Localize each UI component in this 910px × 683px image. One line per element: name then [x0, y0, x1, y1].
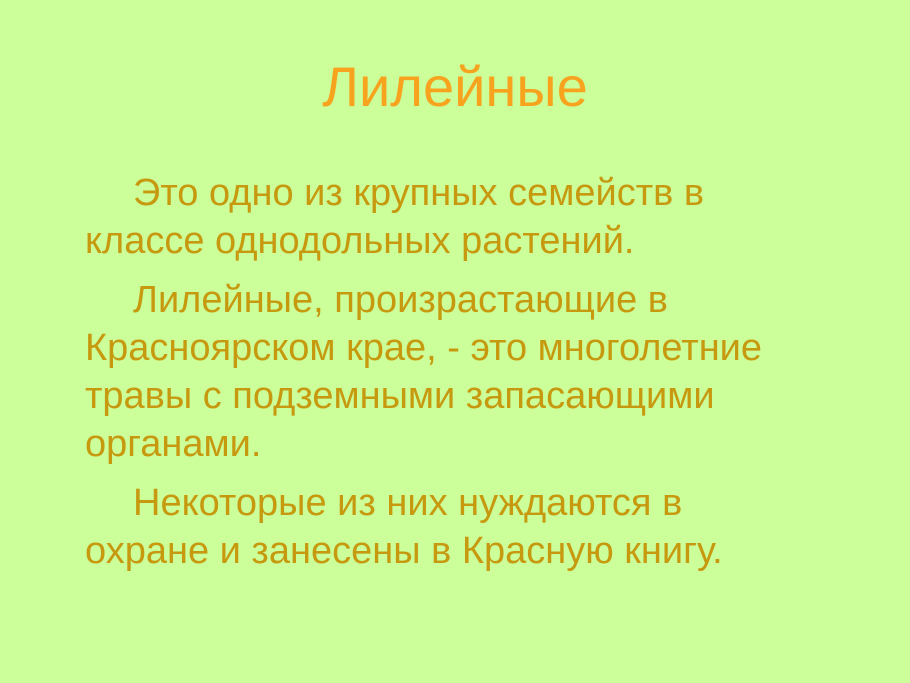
text-line: органами.: [85, 423, 262, 465]
text-line: классе однодольных растений.: [85, 220, 635, 262]
text-line: охране и занесены в Красную книгу.: [85, 530, 723, 572]
slide-body: [85, 169, 880, 575]
text-line: Красноярском крае, - это многолетние: [85, 327, 763, 369]
paragraph: [85, 169, 880, 265]
text-line: Лилейные, произрастающие в: [133, 279, 668, 321]
text-line: Это одно из крупных семейств в: [133, 172, 705, 214]
paragraph: [85, 479, 880, 575]
slide-title: Лилейные: [322, 55, 588, 118]
text-line: Некоторые из них нуждаются в: [133, 482, 683, 524]
text-line: травы с подземными запасающими: [85, 375, 715, 417]
paragraph: [85, 276, 880, 468]
